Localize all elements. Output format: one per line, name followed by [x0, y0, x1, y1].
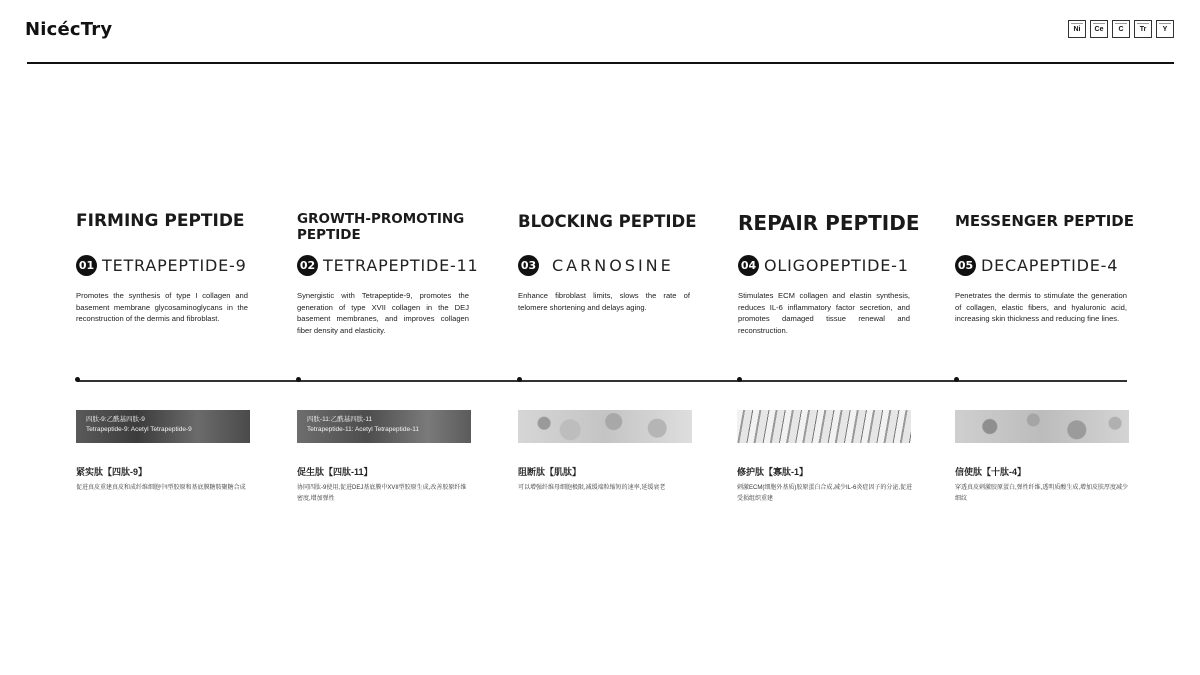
compound-row	[297, 255, 479, 276]
number-badge: 02	[297, 255, 318, 276]
element-tile-icon: Ni	[1068, 20, 1086, 38]
compound-name: CARNOSINE	[552, 256, 674, 275]
peptide-title: GROWTH-PROMOTING PEPTIDE	[297, 211, 465, 243]
timeline-dot	[296, 377, 301, 382]
compound-row	[76, 255, 247, 276]
compound-row	[955, 255, 1118, 276]
peptide-description: Stimulates ECM collagen and elastin synthesis, reduces IL-6 inflammatory factor secretion, and promotes damaged tissue renewal and reconstruction.	[738, 291, 910, 335]
peptide-title: BLOCKING PEPTIDE	[518, 212, 697, 231]
peptide-image-4	[737, 410, 911, 443]
cn-peptide-title: 紧实肽【四肽-9】	[76, 467, 148, 477]
peptide-description: Synergistic with Tetrapeptide-9, promotes the generation of type XVII collagen in the DEJ basement membranes, and improves collagen fiber density and elasticity.	[297, 291, 469, 335]
timeline-dot	[954, 377, 959, 382]
image-caption	[86, 415, 192, 435]
peptide-image-1	[76, 410, 250, 443]
compound-name: OLIGOPEPTIDE-1	[764, 256, 909, 275]
image-caption-line: Tetrapeptide-11: Acetyl Tetrapeptide-11	[307, 426, 420, 433]
cn-peptide-description: 刺激ECM(细胞外基质)胶原蛋白合成,减少IL-6炎症因子的分泌,促进受损组织重建	[737, 485, 913, 502]
image-caption-line: 四肽-11:乙酰基四肽-11	[307, 416, 373, 423]
peptide-image-5	[955, 410, 1129, 443]
number-badge: 04	[738, 255, 759, 276]
compound-name: DECAPEPTIDE-4	[981, 256, 1119, 275]
number-badge: 05	[955, 255, 976, 276]
peptide-description: Enhance fibroblast limits, slows the rate of telomere shortening and delays aging.	[518, 291, 690, 312]
number-badge: 01	[76, 255, 97, 276]
peptide-description: Penetrates the dermis to stimulate the generation of collagen, elastic fibers, and hyaluronic acid, increasing skin thickness and reducing fine lines.	[955, 291, 1127, 323]
compound-row	[518, 255, 674, 276]
peptide-image-3	[518, 410, 692, 443]
timeline-dot	[737, 377, 742, 382]
brand-logo: NicécTry	[25, 19, 113, 40]
image-caption	[307, 415, 419, 435]
timeline-dot	[517, 377, 522, 382]
cn-peptide-title: 信使肽【十肽-4】	[955, 467, 1027, 477]
number-badge: 03	[518, 255, 539, 276]
image-caption-line: Tetrapeptide-9: Acetyl Tetrapeptide-9	[86, 426, 192, 433]
image-caption-line: 四肽-9:乙酰基四肽-9	[86, 416, 145, 423]
cn-peptide-description: 促进真皮重建真皮和成纤维细胞中I型胶原和基底膜糖胺聚糖合成	[76, 485, 246, 491]
cn-peptide-title: 修护肽【寡肽-1】	[737, 467, 809, 477]
cn-peptide-description: 穿透真皮刺激胶原蛋白,弹性纤维,透明质酸生成,增加皮肤厚度减少细纹	[955, 485, 1129, 502]
header-divider	[27, 62, 1174, 64]
peptide-title: FIRMING PEPTIDE	[76, 211, 245, 231]
cn-peptide-description: 可以增强纤维母细胞极限,减缓端粒缩短的速率,延缓衰老	[518, 485, 666, 491]
timeline-dot	[75, 377, 80, 382]
element-tile-icon: C	[1112, 20, 1130, 38]
cn-peptide-title: 阻断肽【肌肽】	[518, 467, 582, 477]
element-tile-icon: Ce	[1090, 20, 1108, 38]
peptide-description: Promotes the synthesis of type I collagen and basement membrane glycosaminoglycans in the reconstruction of the dermis and fibroblast.	[76, 291, 248, 323]
compound-name: TETRAPEPTIDE-9	[102, 256, 247, 275]
cn-peptide-description: 协同四肽-9使用,促进DEJ基底膜中XVII型胶原生成,改善胶原纤维密度,增加弹性	[297, 485, 467, 502]
element-tile-icon: Y	[1156, 20, 1174, 38]
peptide-title: REPAIR PEPTIDE	[738, 211, 920, 235]
peptide-image-2	[297, 410, 471, 443]
timeline-line	[77, 380, 1127, 382]
compound-row	[738, 255, 909, 276]
peptide-title: MESSENGER PEPTIDE	[955, 212, 1134, 230]
element-tile-icon: Tr	[1134, 20, 1152, 38]
element-tiles	[1068, 20, 1174, 38]
compound-name: TETRAPEPTIDE-11	[323, 256, 479, 275]
cn-peptide-title: 促生肽【四肽-11】	[297, 467, 373, 477]
